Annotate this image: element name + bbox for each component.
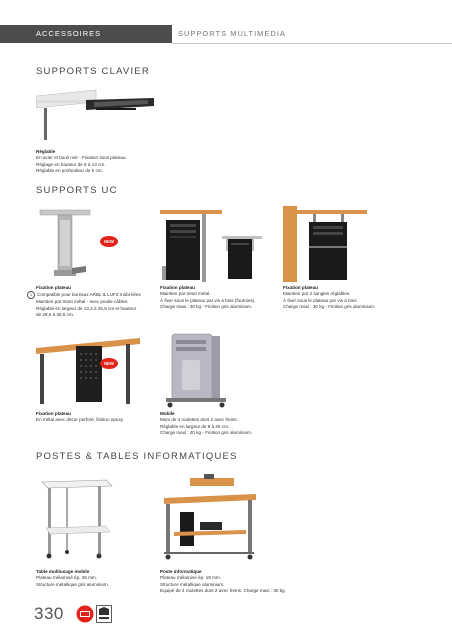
uc-item-5-line-2: Réglable en largeur de 8 à 25 cm. [160,423,230,429]
uc-item-1-line-2: Maintien par tirant métal - avec poulie-câbles. [36,299,129,305]
item-number-badge: 1 [27,291,35,299]
tab-supports-multimedia: SUPPORTS MULTIMEDIA [178,29,286,38]
postes-item-1-line-1: Plateau mélaminé ép. 25 mm. [36,575,98,581]
clavier-line-2: Réglage en hauteur de 6 à 13 cm. [36,161,106,167]
postes-item-1-title: Table multiusage mobile [36,569,90,574]
poste-informatique-image [160,474,260,562]
uc-item-3-title: Fixation plateau [283,285,318,290]
clavier-line-3: Réglable en profondeur de 5 cm. [36,168,103,174]
uc-item-2-line-1: Maintien par tirant métal. [160,291,211,297]
section-title-postes-tables: POSTES & TABLES INFORMATIQUES [36,451,238,462]
uc-item-5-line-1: Muni de 4 roulettes dont 2 avec freins. [160,417,238,423]
uc-item-4-description [36,411,124,424]
postes-item-2-line-2: Structure métallique aluminium. [160,581,225,587]
uc-item-3-line-2: À fixer sous le plateau par vis à bois. [283,297,358,303]
clavier-item-description [36,149,127,175]
uc-item-5-line-3: Charge maxi : 40 kg - Finition gris aluminium. [160,430,253,436]
section-title-supports-uc: SUPPORTS UC [36,185,118,196]
new-badge-2: NEW [100,358,118,369]
page-number: 330 [34,604,64,623]
uc-item-2-title: Fixation plateau [160,285,195,290]
keyboard-support-image [36,86,156,142]
table-multiusage-image [36,474,116,562]
uc-item-2-line-2: À fixer sous le plateau par vis à bois (fournies). [160,297,256,303]
uc-item-1-line-1: Compatible pour bureaux ARBL & LUFZ mobi-liées [37,292,141,298]
certification-logo [96,605,114,623]
postes-item-1-line-2: Structure métallique gris aluminium. [36,581,110,587]
uc-item-5-title: Mobile [160,411,175,416]
uc-item-4-line-1: En métal avec décor perforé, finition epoxy. [36,417,125,423]
header-rule [172,43,452,44]
uc-item-1-line-3: Réglable en largeur de 13,3 à 25,5 cm et hauteur [36,305,137,311]
page-header [0,0,452,48]
uc-support-image-4 [36,330,146,408]
postes-item-2-title: Poste informatique [160,569,202,574]
uc-item-4-title: Fixation plateau [36,411,71,416]
uc-item-3-line-3: Charge maxi : 30 kg - Finition gris aluminium. [283,304,376,310]
uc-item-2-description [160,285,256,311]
uc-item-3-line-1: Maintien par 2 sangles réglables. [283,291,351,297]
uc-item-3-description [283,285,375,311]
new-badge-1: NEW [100,236,118,247]
postes-item-1-description [36,569,109,588]
clavier-line-1: En acier et bouli noir - Fixation sous plateau. [36,155,127,161]
uc-item-5-description [160,411,252,437]
clavier-item-title: Réglable [36,149,56,154]
tab-accessoires: ACCESSOIRES [0,25,172,43]
uc-item-2-line-3: Charge maxi : 30 kg - Finition gris aluminium. [160,304,253,310]
uc-support-image-5 [160,330,240,410]
brand-logo-round [76,605,94,623]
uc-support-image-2 [160,206,270,284]
section-title-supports-clavier: SUPPORTS CLAVIER [36,66,150,77]
uc-item-1-line-4: de 28,5 à 48,5 cm. [36,312,75,318]
uc-item-1-title: Fixation plateau [36,285,71,290]
uc-support-image-3 [283,206,383,284]
postes-item-2-line-1: Plateau mélaminé ép. 19 mm. [160,575,222,581]
uc-item-1-description [29,285,141,319]
postes-item-2-description [160,569,286,595]
postes-item-2-line-3: Équipé de 4 roulettes dont 2 avec freins. Charge maxi : 30 kg. [160,588,286,594]
